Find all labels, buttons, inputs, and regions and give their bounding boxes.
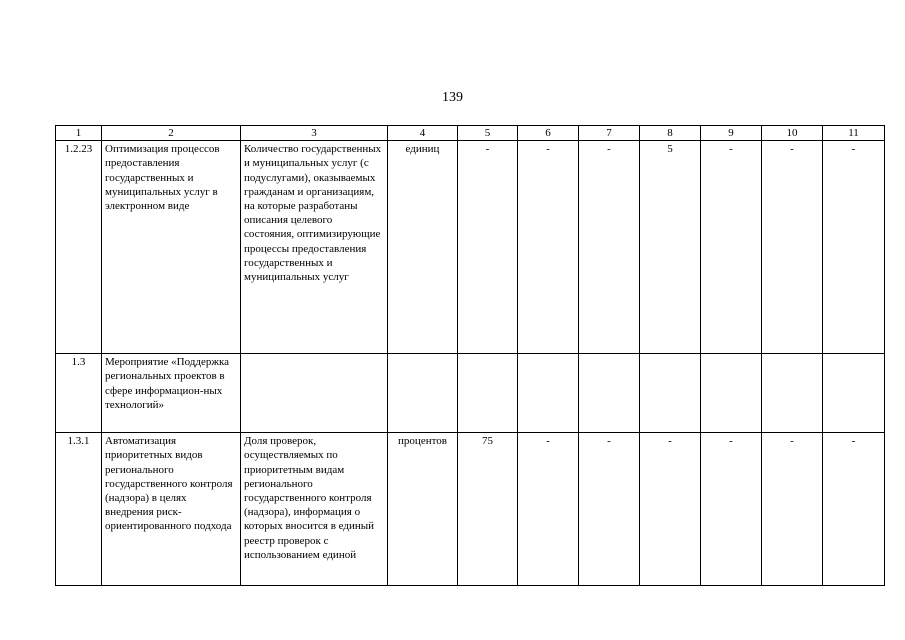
value-cell: - (579, 141, 640, 354)
row-number: 1.3.1 (56, 433, 102, 586)
indicator-name: Доля проверок, осуществляемых по приоритетным видам регионального государственного контроля (надзора), информация о которых вносится в единый реестр проверок с использованием единой (241, 433, 388, 586)
column-header: 3 (241, 126, 388, 141)
value-cell (640, 354, 701, 433)
column-header: 1 (56, 126, 102, 141)
value-cell: - (701, 433, 762, 586)
value-cell: - (518, 141, 579, 354)
value-cell: - (518, 433, 579, 586)
unit-cell: процентов (388, 433, 458, 586)
data-table (55, 125, 885, 586)
column-header: 7 (579, 126, 640, 141)
value-cell: - (823, 433, 885, 586)
column-header: 2 (102, 126, 241, 141)
value-cell: - (762, 433, 823, 586)
unit-cell (388, 354, 458, 433)
value-cell: 75 (458, 433, 518, 586)
column-header: 8 (640, 126, 701, 141)
column-header: 10 (762, 126, 823, 141)
measure-name: Оптимизация процессов предоставления государственных и муниципальных услуг в электронном виде (102, 141, 241, 354)
unit-cell: единиц (388, 141, 458, 354)
column-header: 11 (823, 126, 885, 141)
value-cell: - (579, 433, 640, 586)
value-cell (762, 354, 823, 433)
measure-name: Мероприятие «Поддержка региональных проектов в сфере информацион-ных технологий» (102, 354, 241, 433)
table-row (56, 433, 885, 586)
row-number: 1.3 (56, 354, 102, 433)
value-cell: - (823, 141, 885, 354)
table-row (56, 354, 885, 433)
value-cell (701, 354, 762, 433)
indicator-name: Количество государственных и муниципальных услуг (с подуслугами), оказываемых гражданам и организациям, на которые разработаны описания целевого состояния, оптимизирующие процессы предоставления государственных и муниципальных услуг (241, 141, 388, 354)
column-header: 9 (701, 126, 762, 141)
value-cell (518, 354, 579, 433)
column-header: 5 (458, 126, 518, 141)
column-header: 4 (388, 126, 458, 141)
indicator-name (241, 354, 388, 433)
row-number: 1.2.23 (56, 141, 102, 354)
value-cell (823, 354, 885, 433)
page-number: 139 (442, 90, 463, 105)
table-header-row (56, 126, 885, 141)
table-row (56, 141, 885, 354)
value-cell (579, 354, 640, 433)
value-cell: - (640, 433, 701, 586)
value-cell: - (762, 141, 823, 354)
value-cell: - (701, 141, 762, 354)
measure-name: Автоматизация приоритетных видов регионального государственного контроля (надзора) в целях внедрения риск-ориентированного подхода (102, 433, 241, 586)
value-cell (458, 354, 518, 433)
value-cell: - (458, 141, 518, 354)
value-cell: 5 (640, 141, 701, 354)
column-header: 6 (518, 126, 579, 141)
